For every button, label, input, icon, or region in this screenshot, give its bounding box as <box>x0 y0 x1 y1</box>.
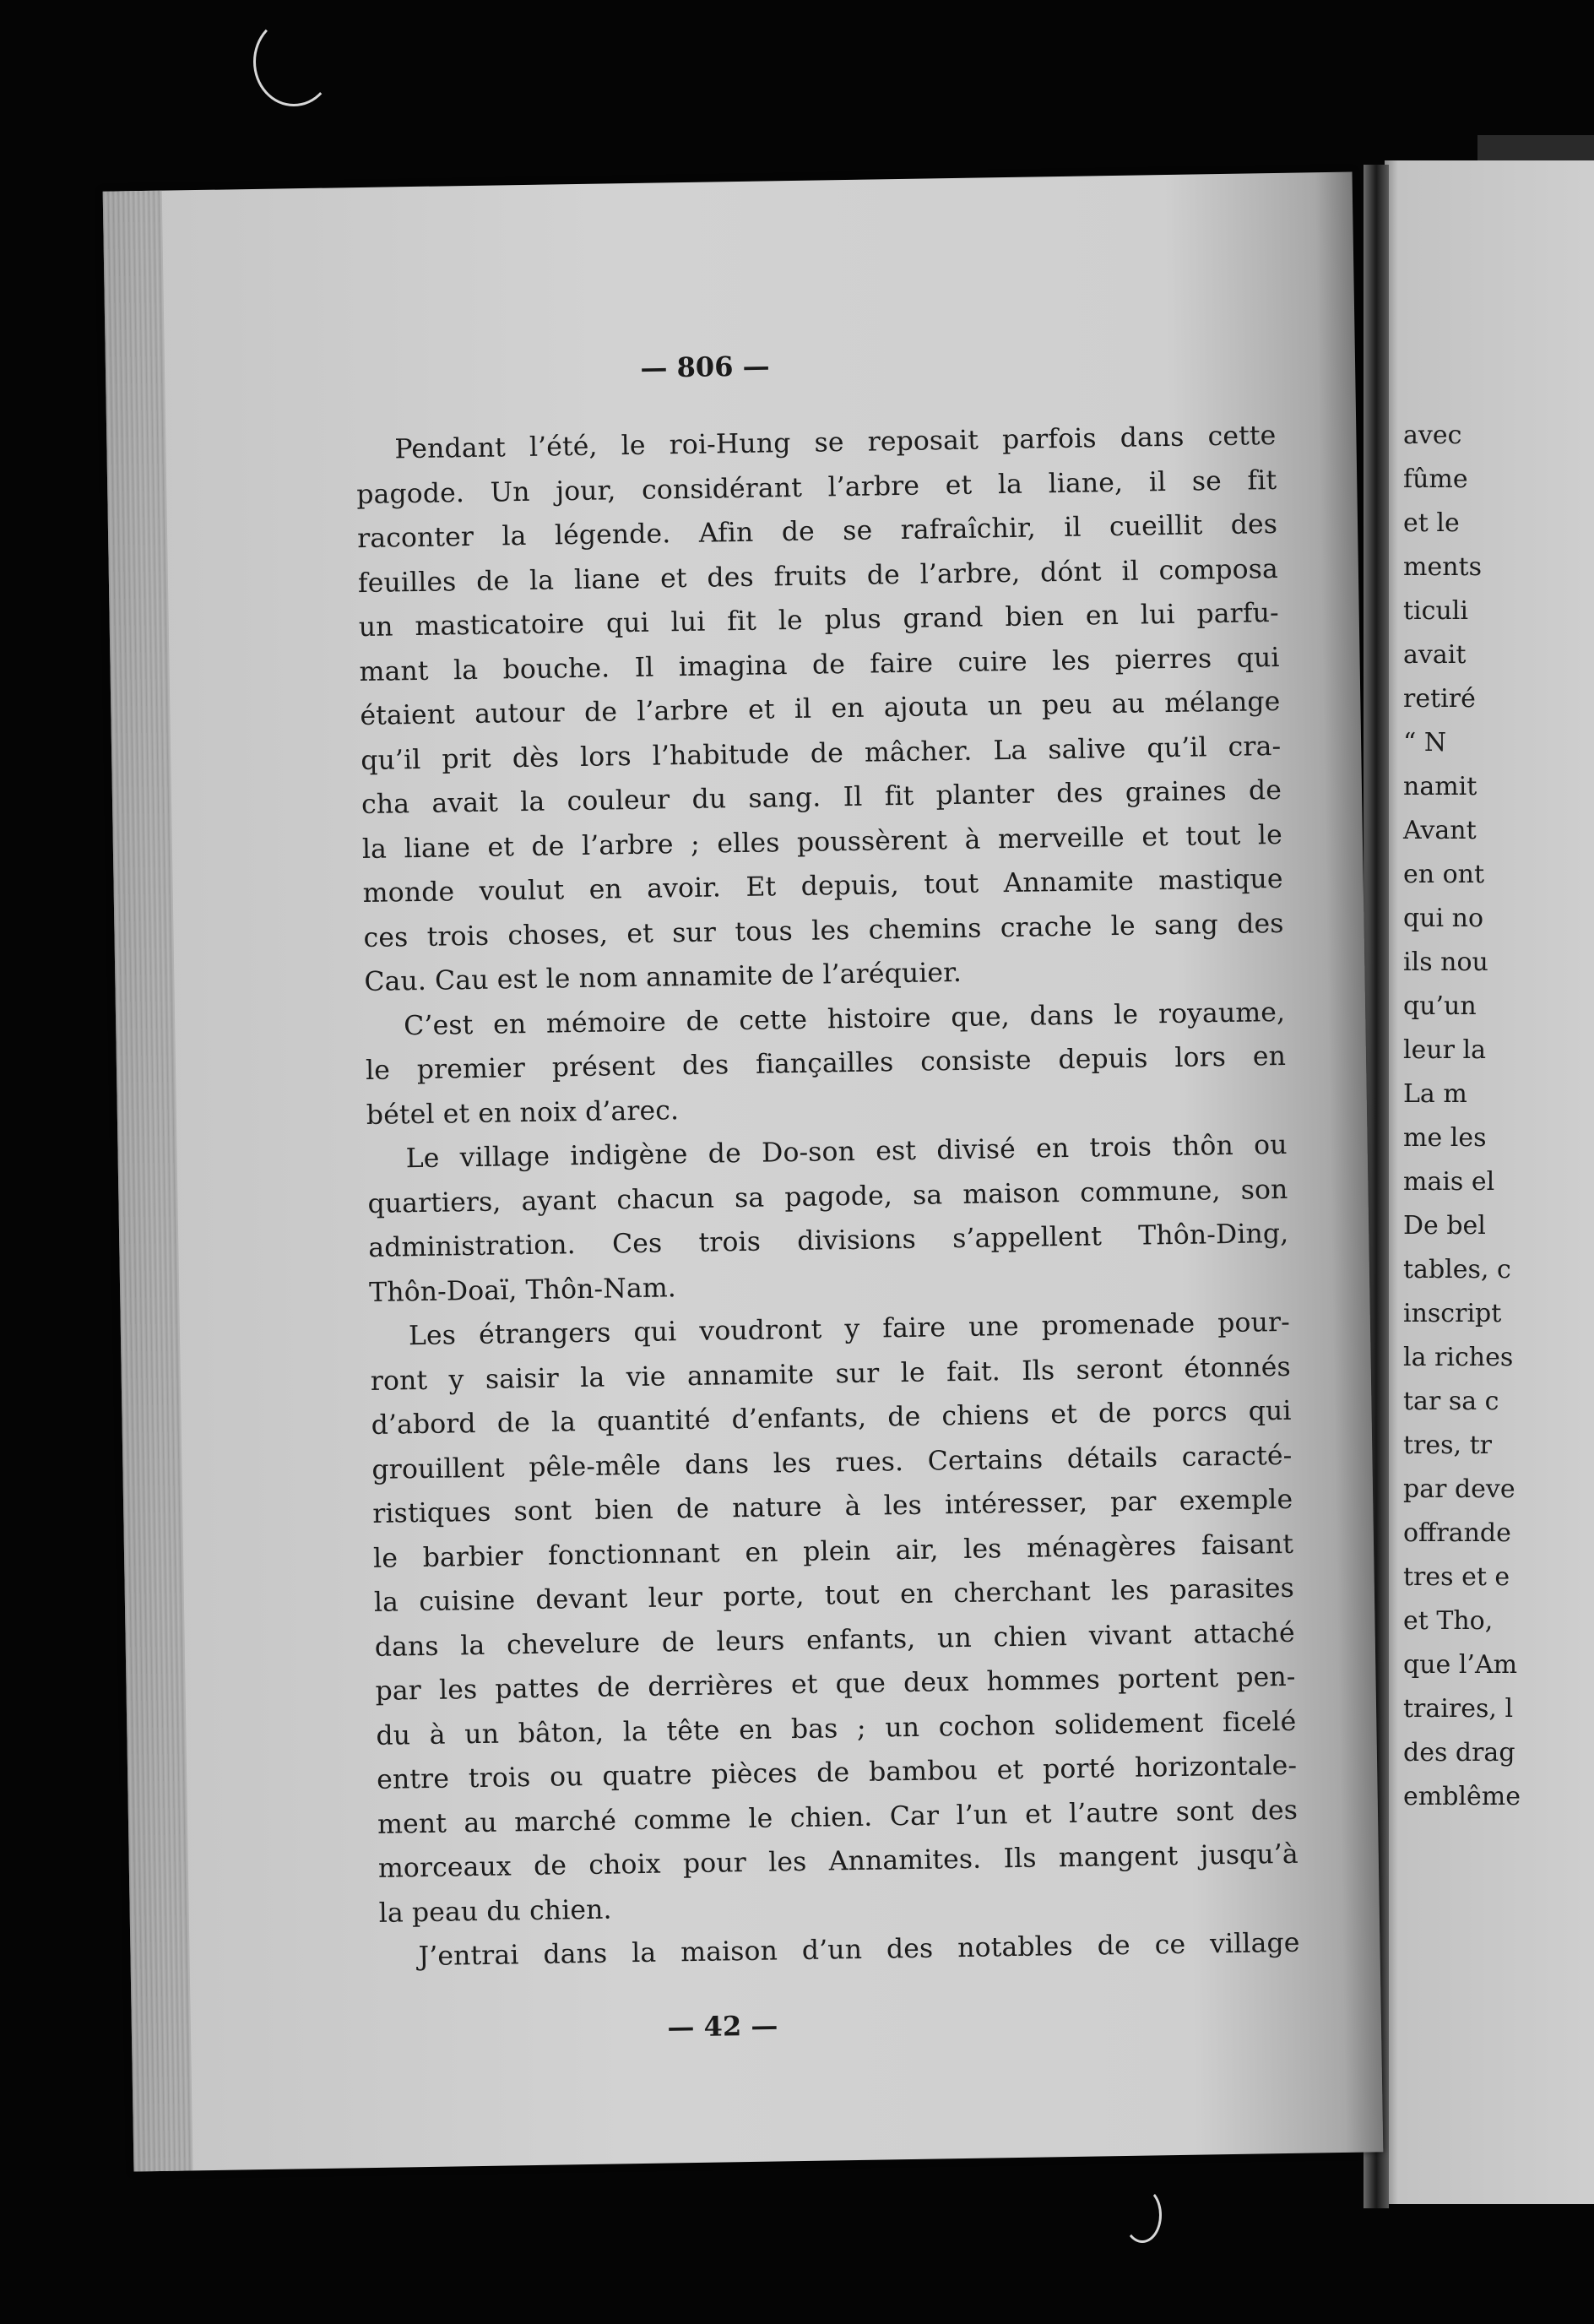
text-line: d’abord de la quantité d’enfants, de chiens et de porcs qui <box>371 1395 1292 1441</box>
text-line: le premier présent des fiançailles consiste depuis lors en <box>365 1040 1287 1087</box>
right-page <box>1385 160 1594 2204</box>
text-line: qui no <box>1403 904 1484 933</box>
text-line: Avant <box>1403 816 1477 845</box>
film-scratch <box>253 17 334 106</box>
text-line: Les étrangers qui voudront y faire une promenade pour- <box>408 1306 1291 1352</box>
text-line: La m <box>1403 1079 1467 1109</box>
text-line: inscript <box>1403 1299 1502 1328</box>
text-line: morceaux de choix pour les Annamites. Ils mangent jusqu’à <box>377 1838 1299 1884</box>
text-line: qu’un <box>1403 991 1477 1021</box>
text-line: tres, tr <box>1403 1431 1493 1460</box>
left-page-body-text <box>355 414 1300 1979</box>
text-line: la peau du chien. <box>378 1894 612 1929</box>
text-line: et Tho, <box>1403 1606 1494 1636</box>
text-line: retiré <box>1403 684 1476 714</box>
text-line: un masticatoire qui lui fit le plus grand bien en lui parfu- <box>358 597 1279 643</box>
text-line: offrande <box>1403 1518 1511 1548</box>
text-line: “ N <box>1403 728 1447 757</box>
text-line: monde voulut en avoir. Et depuis, tout Annamite mastique <box>362 863 1283 910</box>
text-line: bétel et en noix d’arec. <box>366 1094 680 1131</box>
text-line: ment au marché comme le chien. Car l’un et l’autre sont des <box>377 1795 1299 1840</box>
page-number-footer: — 42 — <box>667 2009 778 2044</box>
text-line: par les pattes de derrières et que deux hommes portent pen- <box>375 1661 1296 1707</box>
text-line: qu’il prit dès lors l’habitude de mâcher. La salive qu’il cra- <box>361 730 1282 776</box>
text-line: me les <box>1403 1123 1487 1153</box>
text-line: la riches <box>1403 1343 1514 1372</box>
text-line: namit <box>1403 772 1477 801</box>
text-line: pagode. Un jour, considérant l’arbre et la liane, il se fit <box>356 464 1277 510</box>
text-line: ticuli <box>1403 596 1468 626</box>
text-line: mais el <box>1403 1167 1495 1197</box>
text-line: emblême <box>1403 1782 1521 1811</box>
left-page <box>103 172 1384 2172</box>
text-line: tar sa c <box>1403 1387 1499 1416</box>
text-line: Thôn-Doaï, Thôn-Nam. <box>368 1272 677 1308</box>
text-line: étaient autour de l’arbre et il en ajouta un peu au mélange <box>360 686 1281 732</box>
text-line: et le <box>1403 508 1460 538</box>
text-line: la liane et de l’arbre ; elles poussèrent à merveille et tout le <box>361 819 1283 865</box>
text-line: feuilles de la liane et des fruits de l’arbre, dónt il composa <box>357 553 1279 599</box>
right-page-text <box>1403 414 1521 1819</box>
text-line: quartiers, ayant chacun sa pagode, sa maison commune, son <box>367 1174 1288 1219</box>
text-line: ristiques sont bien de nature à les intéresser, par exemple <box>372 1484 1293 1529</box>
text-line: le barbier fonctionnant en plein air, les ménagères faisant <box>372 1529 1294 1574</box>
text-line: ces trois choses, et sur tous les chemins crache le sang des <box>363 908 1284 953</box>
text-line: raconter la légende. Afin de se rafraîchir, il cueillit des <box>356 508 1278 555</box>
text-line: Le village indigène de Do-son est divisé en trois thôn ou <box>405 1129 1288 1175</box>
text-line: tables, c <box>1403 1255 1511 1284</box>
text-line: entre trois ou quatre pièces de bambou et porté horizontale- <box>376 1750 1298 1795</box>
text-line: ront y saisir la vie annamite sur le fait. Ils seront étonnés <box>370 1351 1291 1397</box>
text-line: cha avait la couleur du sang. Il fit planter des graines de <box>361 774 1282 821</box>
text-line: avait <box>1403 640 1467 670</box>
text-line: la cuisine devant leur porte, tout en cherchant les parasites <box>373 1572 1295 1618</box>
text-line: du à un bâton, la tête en bas ; un cochon solidement ficelé <box>376 1706 1297 1751</box>
text-line: leur la <box>1403 1035 1487 1065</box>
text-line: des drag <box>1403 1738 1515 1767</box>
page-number-header: — 806 — <box>640 350 770 384</box>
text-line: dans la chevelure de leurs enfants, un chien vivant attaché <box>374 1617 1295 1663</box>
text-line: C’est en mémoire de cette histoire que, dans le royaume, <box>403 996 1286 1041</box>
text-line: administration. Ces trois divisions s’appellent Thôn-Ding, <box>368 1218 1289 1263</box>
text-line: Cau. Cau est le nom annamite de l’aréquier. <box>364 957 962 998</box>
text-line: fûme <box>1403 464 1468 494</box>
text-line: que l’Am <box>1403 1650 1518 1680</box>
text-line: Pendant l’été, le roi-Hung se reposait parfois dans cette <box>394 420 1277 465</box>
text-line: traires, l <box>1403 1694 1514 1724</box>
text-line: tres et e <box>1403 1562 1510 1592</box>
text-line: par deve <box>1403 1474 1515 1504</box>
text-line: grouillent pêle-mêle dans les rues. Certains détails caracté- <box>371 1440 1293 1485</box>
text-line: ils nou <box>1403 948 1488 977</box>
text-line: mant la bouche. Il imagina de faire cuire les pierres qui <box>359 642 1280 687</box>
text-line: J’entrai dans la maison d’un des notables de ce village <box>418 1927 1300 1973</box>
film-scratch <box>1123 2187 1162 2243</box>
text-line: ments <box>1403 552 1482 582</box>
text-line: en ont <box>1403 860 1485 889</box>
text-line: De bel <box>1403 1211 1486 1241</box>
text-line: avec <box>1403 421 1462 450</box>
